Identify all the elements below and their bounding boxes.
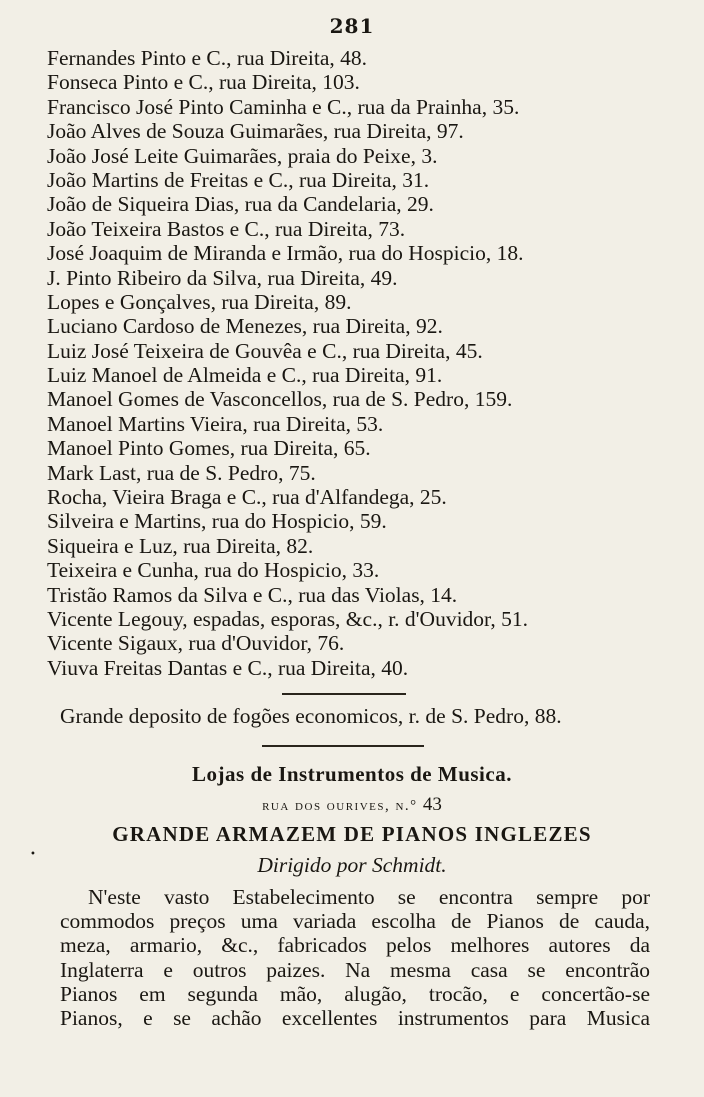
merchant-entry: Mark Last, rua de S. Pedro, 75.	[47, 460, 316, 485]
merchant-entry: Siqueira e Luz, rua Direita, 82.	[47, 533, 314, 558]
description-line: Pianos em segunda mão, alugão, trocão, e concertão-se	[60, 981, 650, 1006]
deposito-line: Grande deposito de fogões economicos, r. de S. Pedro, 88.	[60, 704, 562, 728]
merchant-entry: Vicente Legouy, espadas, esporas, &c., r. d'Ouvidor, 51.	[47, 606, 528, 631]
merchant-entry: Tristão Ramos da Silva e C., rua das Violas, 14.	[47, 582, 458, 607]
merchant-entry: Luciano Cardoso de Menezes, rua Direita, 92.	[47, 314, 443, 339]
merchant-entry: Fonseca Pinto e C., rua Direita, 103.	[47, 70, 360, 95]
merchant-entry: Francisco José Pinto Caminha e C., rua da Prainha, 35.	[47, 94, 520, 119]
merchant-entry: João Teixeira Bastos e C., rua Direita, 73.	[47, 216, 406, 241]
divider-rule	[282, 693, 406, 695]
description-line: commodos preços uma variada escolha de Pianos de cauda,	[60, 909, 650, 934]
merchant-entry: Vicente Sigaux, rua d'Ouvidor, 76.	[47, 631, 345, 656]
section-heading: Lojas de Instrumentos de Musica.	[192, 762, 512, 786]
description-line: Inglaterra e outros paizes. Na mesma casa se encontrão	[60, 957, 650, 982]
merchant-entry: Manoel Martins Vieira, rua Direita, 53.	[47, 411, 384, 436]
merchant-entry: João de Siqueira Dias, rua da Candelaria, 29.	[47, 192, 434, 217]
merchant-entry: Fernandes Pinto e C., rua Direita, 48.	[47, 46, 368, 70]
store-address-number: 43	[422, 794, 442, 815]
store-name: GRANDE ARMAZEM DE PIANOS INGLEZES	[112, 822, 592, 846]
merchant-entry: José Joaquim de Miranda e Irmão, rua do Hospicio, 18.	[47, 241, 524, 266]
merchant-entry: Lopes e Gonçalves, rua Direita, 89.	[47, 289, 352, 314]
merchant-entry: Viuva Freitas Dantas e C., rua Direita, 40.	[47, 655, 409, 680]
description-line: meza, armario, &c., fabricados pelos melhores autores da	[60, 933, 650, 958]
description-line: N'este vasto Estabelecimento se encontra sempre por	[88, 885, 650, 909]
store-address-street: rua dos ourives, n.°	[262, 798, 418, 814]
merchant-entry: Luiz Manoel de Almeida e C., rua Direita, 91.	[47, 363, 443, 388]
merchant-entry: J. Pinto Ribeiro da Silva, rua Direita, 49.	[47, 265, 398, 290]
store-address	[0, 794, 704, 816]
margin-mark: •	[30, 849, 36, 860]
merchant-entry: Manoel Gomes de Vasconcellos, rua de S. Pedro, 159.	[47, 387, 513, 412]
merchant-entry: João José Leite Guimarães, praia do Peixe, 3.	[47, 143, 438, 168]
merchant-list	[47, 46, 667, 680]
store-director: Dirigido por Schmidt.	[257, 853, 447, 877]
page-number: 281	[329, 14, 375, 38]
merchant-entry: Silveira e Martins, rua do Hospicio, 59.	[47, 509, 387, 534]
description-line: Pianos, e se achão excellentes instrumentos para Musica	[60, 1005, 650, 1030]
merchant-entry: Rocha, Vieira Braga e C., rua d'Alfandega, 25.	[47, 485, 447, 510]
divider-rule	[262, 745, 424, 747]
store-description	[60, 885, 650, 1030]
merchant-entry: João Martins de Freitas e C., rua Direita, 31.	[47, 167, 430, 192]
merchant-entry: Luiz José Teixeira de Gouvêa e C., rua Direita, 45.	[47, 338, 483, 363]
merchant-entry: Teixeira e Cunha, rua do Hospicio, 33.	[47, 558, 380, 583]
merchant-entry: João Alves de Souza Guimarães, rua Direita, 97.	[47, 119, 464, 144]
merchant-entry: Manoel Pinto Gomes, rua Direita, 65.	[47, 436, 371, 461]
